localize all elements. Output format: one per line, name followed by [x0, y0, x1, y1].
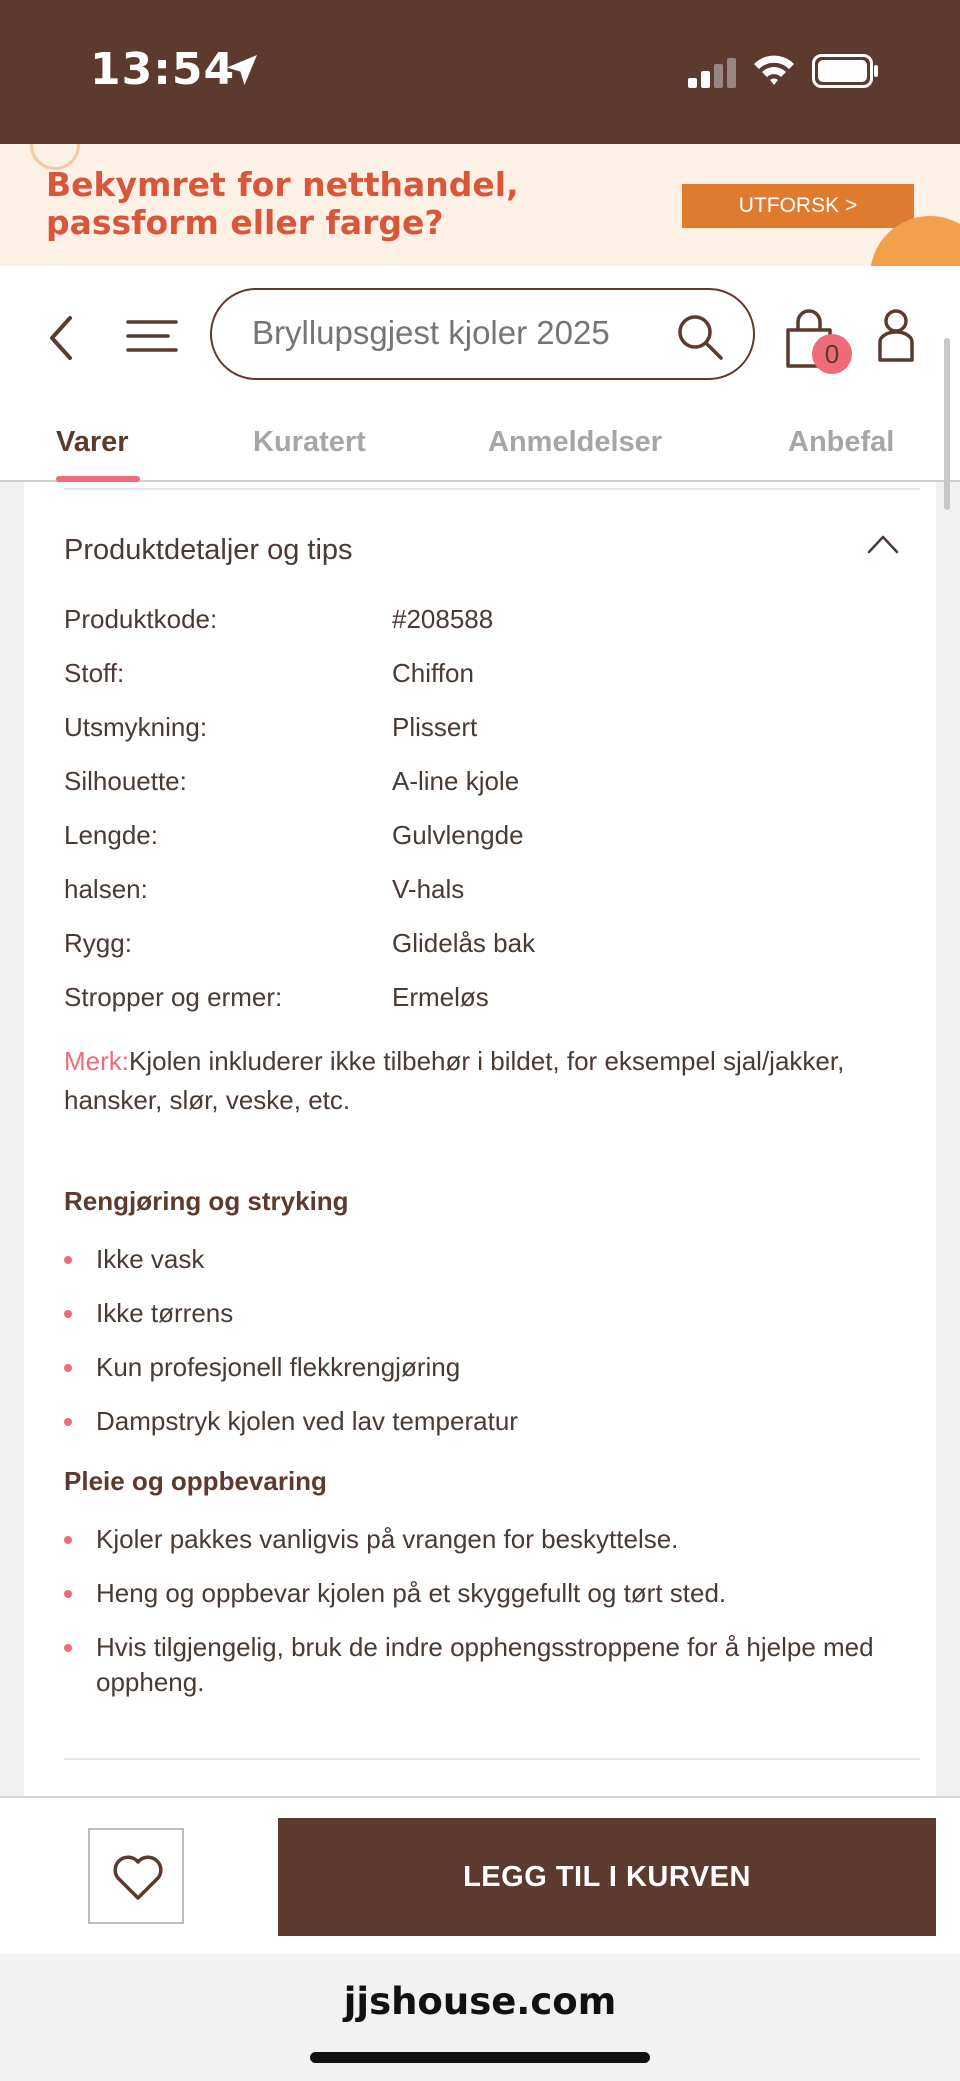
spec-label: Rygg: — [64, 928, 132, 958]
divider — [64, 1758, 920, 1760]
list-item — [64, 1576, 904, 1611]
browser-address-bar[interactable] — [0, 1954, 960, 2081]
wishlist-button[interactable] — [88, 1828, 184, 1924]
bullet-dot — [64, 1310, 72, 1318]
tab-varer[interactable]: Varer — [56, 426, 129, 458]
spec-row — [64, 982, 904, 1036]
product-details-panel — [24, 482, 936, 1800]
bullet-dot — [64, 1644, 72, 1652]
menu-icon[interactable] — [124, 314, 180, 358]
domain-label[interactable]: jjshouse.com — [343, 1980, 617, 2023]
product-tabs — [0, 402, 960, 482]
list-item — [64, 1350, 904, 1385]
spec-value: A-line kjole — [392, 766, 520, 796]
location-arrow-icon — [222, 50, 262, 90]
add-to-cart-button[interactable]: LEGG TIL I KURVEN — [278, 1818, 936, 1936]
spec-value: Chiffon — [392, 658, 474, 688]
status-time: 13:54 — [90, 44, 236, 95]
wifi-icon — [752, 52, 796, 88]
spec-row — [64, 658, 904, 712]
spec-label: Stoff: — [64, 658, 125, 688]
bottom-action-bar — [0, 1796, 960, 1954]
status-bar — [0, 0, 960, 144]
list-item — [64, 1296, 904, 1331]
cart-count-badge: 0 — [812, 334, 852, 374]
user-icon[interactable] — [876, 308, 916, 364]
list-item-text: Kun profesjonell flekkrengjøring — [96, 1352, 461, 1382]
bullet-dot — [64, 1418, 72, 1426]
accessory-note — [64, 1042, 884, 1120]
spec-value: Plissert — [392, 712, 478, 742]
list-item-text: Ikke tørrens — [96, 1298, 234, 1328]
spec-label: Stropper og ermer: — [64, 982, 283, 1012]
home-indicator[interactable] — [310, 2052, 650, 2063]
care-list — [64, 1522, 904, 1719]
spec-list — [64, 604, 904, 1036]
spec-row — [64, 820, 904, 874]
list-item-text: Dampstryk kjolen ved lav temperatur — [96, 1406, 518, 1436]
tab-kuratert[interactable]: Kuratert — [253, 426, 366, 458]
note-label: Merk: — [64, 1046, 129, 1076]
cellular-signal-icon — [688, 58, 738, 88]
spec-row — [64, 712, 904, 766]
cleaning-list — [64, 1242, 904, 1458]
spec-value: V-hals — [392, 874, 465, 904]
app-header — [0, 266, 960, 402]
explore-button[interactable]: UTFORSK > — [682, 184, 914, 228]
list-item — [64, 1630, 904, 1700]
spec-row — [64, 874, 904, 928]
search-icon[interactable] — [675, 312, 725, 362]
search-input[interactable] — [252, 314, 672, 352]
spec-row — [64, 766, 904, 820]
spec-value: Gulvlengde — [392, 820, 524, 850]
cleaning-heading: Rengjøring og stryking — [64, 1186, 349, 1216]
list-item-text: Hvis tilgjengelig, bruk de indre opphengsstroppene for å hjelpe med oppheng. — [96, 1632, 874, 1697]
list-item — [64, 1522, 904, 1557]
spec-value: Ermeløs — [392, 982, 489, 1012]
tab-anmeldelser[interactable]: Anmeldelser — [488, 426, 663, 458]
banner-text: Bekymret for netthandel, passform eller farge? — [46, 165, 519, 242]
heart-icon — [112, 1854, 164, 1902]
battery-icon — [812, 54, 880, 88]
spec-label: Lengde: — [64, 820, 158, 850]
list-item-text: Kjoler pakkes vanligvis på vrangen for beskyttelse. — [96, 1524, 679, 1554]
promo-banner[interactable] — [0, 144, 960, 266]
spec-row — [64, 928, 904, 982]
spec-value: Glidelås bak — [392, 928, 536, 958]
search-bar[interactable] — [210, 288, 755, 380]
note-text: Kjolen inkluderer ikke tilbehør i bildet, for eksempel sjal/jakker, hansker, slør, veske, etc. — [64, 1046, 845, 1115]
list-item-text: Heng og oppbevar kjolen på et skyggefullt og tørt sted. — [96, 1578, 727, 1608]
bullet-dot — [64, 1590, 72, 1598]
scrollbar[interactable] — [944, 338, 950, 510]
spec-value: #208588 — [392, 604, 494, 634]
spec-label: Produktkode: — [64, 604, 218, 634]
bullet-dot — [64, 1364, 72, 1372]
spec-label: halsen: — [64, 874, 148, 904]
bullet-dot — [64, 1536, 72, 1544]
back-icon[interactable] — [40, 308, 84, 368]
list-item-text: Ikke vask — [96, 1244, 205, 1274]
list-item — [64, 1404, 904, 1439]
spec-label: Silhouette: — [64, 766, 187, 796]
divider — [64, 488, 920, 490]
care-heading: Pleie og oppbevaring — [64, 1466, 327, 1496]
bullet-dot — [64, 1256, 72, 1264]
tab-anbefal[interactable]: Anbefal — [788, 426, 895, 458]
chevron-up-icon[interactable] — [866, 532, 900, 556]
list-item — [64, 1242, 904, 1277]
details-section-title[interactable]: Produktdetaljer og tips — [64, 534, 353, 566]
spec-label: Utsmykning: — [64, 712, 208, 742]
spec-row — [64, 604, 904, 658]
